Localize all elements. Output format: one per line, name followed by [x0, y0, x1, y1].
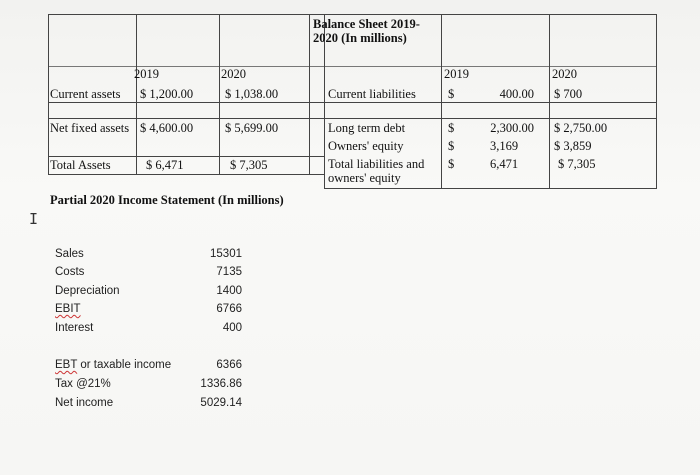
asset-value: $ 4,600.00: [140, 121, 194, 135]
income-label: Net income: [55, 397, 114, 409]
asset-label: Net fixed assets: [50, 121, 130, 135]
table-rule: [136, 14, 137, 174]
table-rule: [656, 14, 657, 188]
income-statement-title: Partial 2020 Income Statement (In millions): [50, 193, 284, 207]
income-label: EBIT: [55, 303, 81, 315]
year-header: 2019: [444, 67, 469, 81]
table-border-bottom: [324, 188, 657, 189]
liability-value: $ 2,750.00: [554, 121, 608, 135]
asset-value: $ 6,471: [146, 158, 184, 172]
liability-value: 400.00: [499, 87, 534, 101]
liability-value: 2,300.00: [490, 121, 534, 135]
liability-value: $ 3,859: [554, 139, 592, 153]
liability-label: Owners' equity: [328, 139, 404, 153]
year-header: 2020: [552, 67, 577, 81]
year-header: 2019: [134, 67, 159, 81]
asset-label: Total Assets: [50, 158, 111, 172]
liability-label: Total liabilities and owners' equity: [328, 157, 425, 185]
income-value: 6766: [216, 303, 242, 315]
liability-value: 6,471: [490, 157, 519, 171]
liability-dollar: $: [448, 87, 455, 101]
income-value: 5029.14: [200, 397, 242, 409]
table-rule: [219, 14, 220, 174]
table-rule: [48, 118, 657, 119]
table-rule: [309, 14, 310, 174]
asset-value: $ 5,699.00: [225, 121, 279, 135]
liability-dollar: $: [448, 157, 455, 171]
income-label: Sales: [55, 248, 84, 260]
text-cursor-icon: I: [29, 210, 39, 228]
table-rule: [549, 14, 550, 188]
income-label: Tax @21%: [55, 378, 111, 390]
table-rule: [48, 102, 657, 103]
income-value: 400: [222, 322, 242, 334]
table-rule: [48, 156, 324, 157]
liability-dollar: $: [448, 121, 455, 135]
liability-label: Current liabilities: [328, 87, 416, 101]
table-rule: [441, 14, 442, 188]
balance-sheet-title: Balance Sheet 2019-2020 (In millions): [313, 17, 420, 45]
income-value: 1336.86: [200, 378, 242, 390]
income-label: Interest: [55, 322, 94, 334]
liability-label: Long term debt: [328, 121, 406, 135]
liability-value: $ 7,305: [558, 157, 596, 171]
income-label: [55, 359, 171, 372]
ebt-rest: or taxable income: [77, 359, 172, 371]
income-label: Depreciation: [55, 285, 120, 297]
liability-value: 3,169: [490, 139, 519, 153]
liability-dollar: $: [448, 139, 455, 153]
asset-value: $ 1,200.00: [140, 87, 194, 101]
liability-value: $ 700: [554, 87, 583, 101]
income-value: 1400: [216, 285, 242, 297]
table-rule: [48, 14, 49, 174]
income-value: 7135: [216, 266, 242, 278]
year-header: 2020: [221, 67, 246, 81]
asset-value: $ 7,305: [230, 158, 268, 172]
ebt-abbrev: EBT: [55, 359, 78, 371]
income-value: 15301: [210, 248, 242, 260]
table-border-top: [48, 14, 657, 15]
asset-label: Current assets: [50, 87, 121, 101]
income-label: Costs: [55, 266, 85, 278]
table-rule: [48, 174, 324, 175]
income-value: 6366: [216, 359, 242, 371]
asset-value: $ 1,038.00: [225, 87, 279, 101]
